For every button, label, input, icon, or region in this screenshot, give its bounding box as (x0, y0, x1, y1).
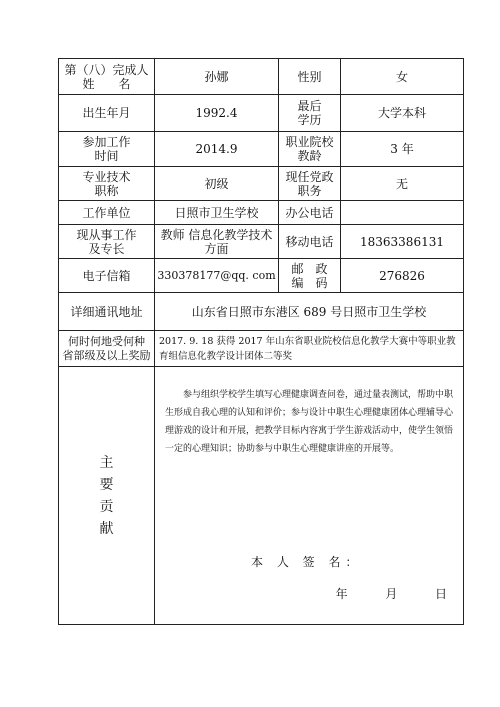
birth-label: 出生年月 (59, 95, 155, 132)
office-phone-value (341, 201, 464, 225)
row-work-start (59, 132, 464, 167)
education-value: 大学本科 (341, 95, 464, 132)
work-start-value: 2014.9 (155, 132, 279, 167)
gender-value: 女 (341, 59, 464, 95)
contribution-label: 主 要 贡 献 (59, 367, 155, 625)
gender-label: 性别 (279, 59, 341, 95)
mobile-value: 18363386131 (341, 225, 464, 259)
contribution-text: 参与组织学校学生填写心理健康调查问卷，通过量表测试，帮助中职生形成自我心理的认知和评价；参与设计中职生心理健康团体心理辅导心理游戏的设计和开展，把教学目标内容寓于学生游戏活动中，使学生领悟一定的心理知识；协助参与中职生心理健康讲座的开展等。 (165, 390, 454, 454)
award-value: 2017. 9. 18 获得 2017 年山东省职业院校信息化教学大赛中等职业教育组信息化教学设计团体二等奖 (155, 331, 464, 367)
title-label: 专业技术 职称 (59, 167, 155, 201)
date-year-label: 年 (335, 587, 348, 601)
office-phone-label: 办公电话 (279, 201, 341, 225)
row-birth (59, 95, 464, 132)
unit-label: 工作单位 (59, 201, 155, 225)
birth-value: 1992.4 (155, 95, 279, 132)
zip-label: 邮 政 编 码 (279, 259, 341, 293)
row-name (59, 59, 464, 95)
title-value: 初级 (155, 167, 279, 201)
row-specialty (59, 225, 464, 259)
personal-info-form (58, 58, 464, 625)
education-label: 最后 学历 (279, 95, 341, 132)
address-label: 详细通讯地址 (59, 293, 155, 331)
post-value: 无 (341, 167, 464, 201)
email-value: 330378177@qq. com (155, 259, 279, 293)
zip-value: 276826 (341, 259, 464, 293)
post-label: 现任党政 职务 (279, 167, 341, 201)
signature-label: 本 人 签 名： (251, 555, 363, 569)
date-month-label: 月 (385, 587, 398, 601)
email-label: 电子信箱 (59, 259, 155, 293)
work-start-label: 参加工作 时间 (59, 132, 155, 167)
row-award (59, 331, 464, 367)
unit-value: 日照市卫生学校 (155, 201, 279, 225)
name-value: 孙娜 (155, 59, 279, 95)
date-day-label: 日 (434, 587, 447, 601)
row-contribution (59, 367, 464, 625)
mobile-label: 移动电话 (279, 225, 341, 259)
specialty-value: 教师 信息化教学技术方面 (155, 225, 279, 259)
row-email (59, 259, 464, 293)
row-unit (59, 201, 464, 225)
row-address (59, 293, 464, 331)
row-title (59, 167, 464, 201)
name-label: 第（八）完成人 姓 名 (59, 59, 155, 95)
teaching-years-value: 3 年 (341, 132, 464, 167)
signature-date (336, 587, 447, 601)
specialty-label: 现从事工作 及专长 (59, 225, 155, 259)
award-label: 何时何地受何种 省部级及以上奖励 (59, 331, 155, 367)
address-value: 山东省日照市东港区 689 号日照市卫生学校 (155, 293, 464, 331)
teaching-years-label: 职业院校 教龄 (279, 132, 341, 167)
contribution-content (155, 367, 464, 625)
